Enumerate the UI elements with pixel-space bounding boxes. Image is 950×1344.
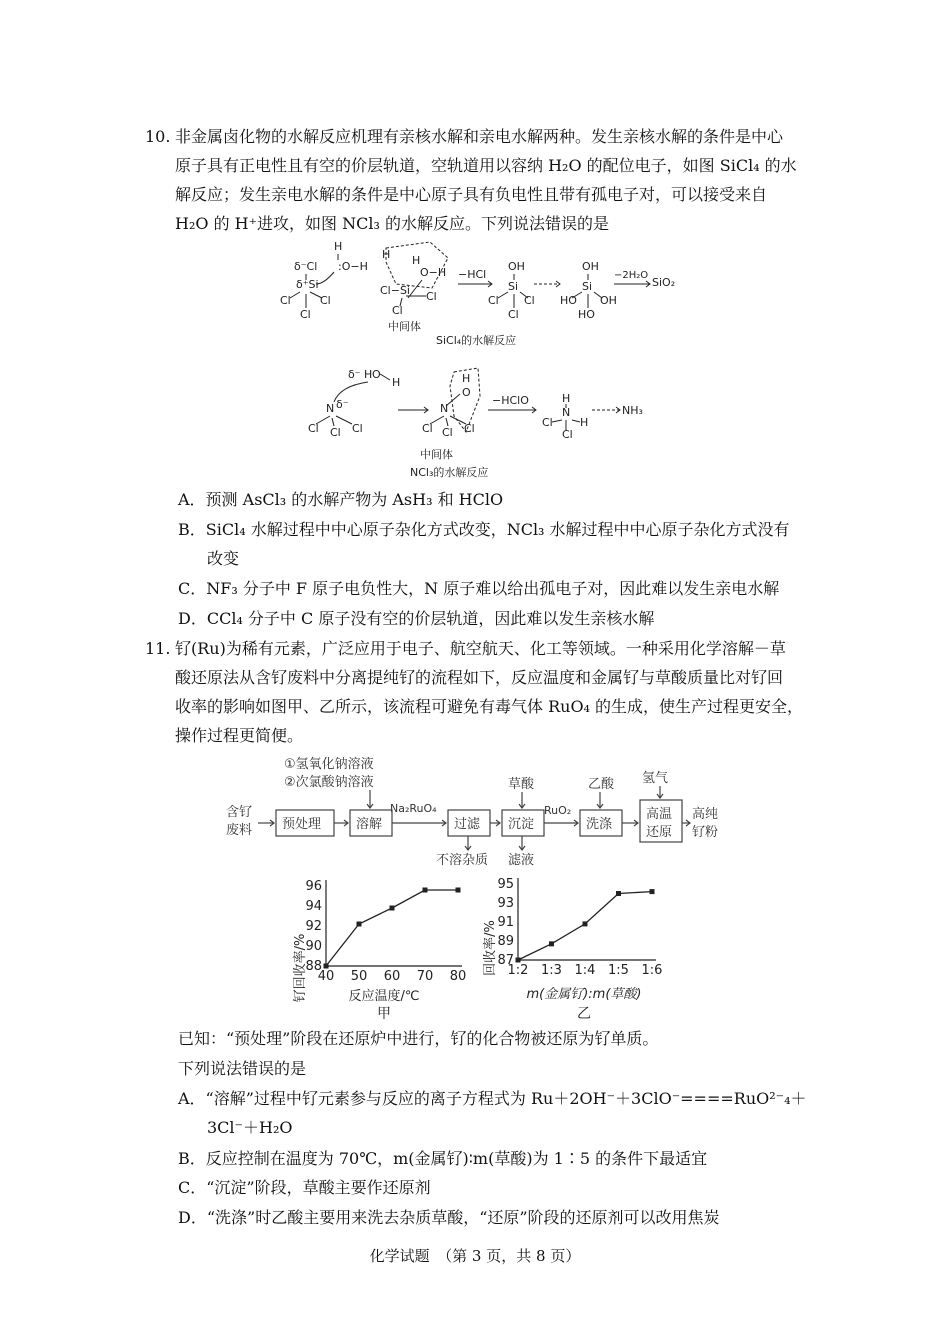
na2ruo4-label: Na₂RuO₄: [390, 802, 437, 815]
svg-text:Cl−Si: Cl−Si: [380, 284, 410, 297]
q11-option-c: C．“沉淀”阶段，草酸主要作还原剂: [178, 1178, 431, 1197]
svg-text:N: N: [326, 402, 335, 415]
ruthenium-process-flowchart: [222, 752, 732, 870]
svg-text:Cl: Cl: [442, 426, 453, 439]
svg-text:H: H: [382, 248, 391, 261]
q10-line-1: 非金属卤化物的水解反应机理有亲核水解和亲电水解两种。发生亲核水解的条件是中心: [175, 127, 784, 146]
chart-a-xtick: 60: [383, 969, 401, 984]
svg-text:Cl: Cl: [464, 422, 475, 435]
chart-b-xtick: 1:5: [608, 963, 629, 978]
svg-text:Cl: Cl: [280, 294, 291, 307]
q10-line-4: H₂O 的 H⁺进攻，如图 NCl₃ 的水解反应。下列说法错误的是: [175, 214, 610, 233]
svg-text:O: O: [462, 386, 471, 399]
chart-b-xtick: 1:4: [574, 963, 596, 978]
chart-b-xlabel: m(金属钌):m(草酸): [526, 987, 642, 1002]
svg-text:Cl: Cl: [320, 294, 331, 307]
svg-text:中间体: 中间体: [388, 320, 421, 333]
q10-line-3: 解反应；发生亲电水解的条件是中心原子具有负电性且带有孤电子对，可以接受来自: [175, 185, 768, 204]
chart-a-ytick: 90: [305, 939, 322, 954]
chart-b-point: [616, 891, 621, 896]
svg-text:N: N: [440, 402, 449, 415]
chart-a-xtick: 80: [449, 969, 467, 984]
svg-text:Si: Si: [508, 280, 519, 293]
svg-text:δ⁺Si: δ⁺Si: [296, 278, 319, 291]
svg-text:HO: HO: [578, 308, 595, 321]
svg-text:中间体: 中间体: [420, 448, 453, 461]
q10-option-a: A．预测 AsCl₃ 的水解产物为 AsH₃ 和 HClO: [178, 490, 504, 509]
chart-a-xtick: 40: [317, 969, 335, 984]
step-dissolve: 溶解: [356, 817, 383, 832]
acetic-acid-label: 乙酸: [588, 777, 615, 792]
chart-a-point: [324, 964, 329, 969]
output-label-2: 钌粉: [692, 825, 719, 840]
sicl4-caption: SiCl₄的水解反应: [436, 334, 517, 347]
chart-b-ylabel: 回收率/%: [483, 920, 498, 976]
svg-text:OH: OH: [600, 294, 617, 307]
svg-text:δ⁻: δ⁻: [336, 398, 349, 411]
q10-line-2: 原子具有正电性且有空的价层轨道，空轨道用以容纳 H₂O 的配位电子，如图 SiCl₄ 的水: [175, 156, 797, 175]
step-wash: 洗涤: [586, 817, 613, 832]
chart-b-ytick: 91: [497, 915, 514, 930]
svg-text:Cl: Cl: [308, 422, 319, 435]
svg-text:Cl: Cl: [352, 422, 363, 435]
chart-temperature-recovery: [284, 872, 484, 1022]
step-reduce-2: 还原: [646, 825, 673, 840]
chart-b-ytick: 95: [497, 877, 514, 892]
chart-b-xtick: 1:2: [507, 963, 529, 978]
step-filter: 过滤: [454, 817, 481, 832]
step-reduce-1: 高温: [646, 807, 673, 822]
svg-text:OH: OH: [508, 260, 525, 273]
chart-a-xlabel: 反应温度/℃: [348, 989, 420, 1004]
chart-b-ytick: 93: [497, 896, 514, 911]
q11-option-d: D．“洗涤”时乙酸主要用来洗去杂质草酸，“还原”阶段的还原剂可以改用焦炭: [178, 1208, 720, 1227]
chart-a-point: [357, 922, 362, 927]
reagent-naclo: ②次氯酸钠溶液: [284, 775, 374, 790]
svg-text:O−H: O−H: [420, 266, 447, 279]
chart-b-point: [583, 921, 588, 926]
chart-a-point: [456, 888, 461, 893]
svg-text:H: H: [334, 240, 343, 253]
svg-text:Cl: Cl: [524, 294, 535, 307]
svg-text:Si: Si: [582, 280, 593, 293]
q11-line-4: 操作过程更简便。: [175, 726, 304, 745]
output-label-1: 高纯: [692, 807, 719, 822]
question-10-number: 10.: [145, 127, 171, 146]
svg-text:Cl: Cl: [426, 290, 437, 303]
svg-text:Cl: Cl: [392, 304, 403, 317]
chart-a-caption: 甲: [377, 1006, 391, 1022]
svg-text:δ⁻ H: δ⁻ H: [348, 368, 373, 381]
step-pretreat: 预处理: [282, 817, 322, 832]
temperature-recovery-line: [326, 890, 458, 966]
q11-option-b: B．反应控制在温度为 70℃，m(金属钌)∶m(草酸)为 1∶5 的条件下最适宜: [178, 1149, 708, 1168]
svg-text:Cl: Cl: [508, 308, 519, 321]
svg-text:H: H: [412, 254, 421, 267]
q11-ask: 下列说法错误的是: [178, 1059, 307, 1078]
svg-text:Cl: Cl: [542, 416, 553, 429]
chart-b-point: [549, 941, 554, 946]
svg-text:δ⁻Cl: δ⁻Cl: [294, 260, 318, 273]
chart-a-ytick: 94: [305, 899, 322, 914]
insoluble-label: 不溶杂质: [436, 853, 489, 868]
q11-option-a: A．“溶解”过程中钌元素参与反应的离子方程式为 Ru＋2OH⁻＋3ClO⁻====RuO²⁻₄＋: [178, 1089, 807, 1108]
chart-ratio-recovery: [476, 872, 676, 1022]
svg-text:Cl: Cl: [488, 294, 499, 307]
q10-option-d: D．CCl₄ 分子中 C 原子没有空的价层轨道，因此难以发生亲核水解: [178, 609, 655, 628]
chart-a-xtick: 70: [416, 969, 434, 984]
svg-text::O−H: :O−H: [338, 260, 368, 273]
chart-a-point: [423, 888, 428, 893]
q11-line-3: 收率的影响如图甲、乙所示，该流程可避免有毒气体 RuO₄ 的生成，使生产过程更安全，: [175, 697, 804, 716]
hydrogen-label: 氢气: [642, 771, 669, 786]
q11-line-2: 酸还原法从含钌废料中分离提纯钌的流程如下，反应温度和金属钌与草酸质量比对钌回: [175, 668, 784, 687]
chart-b-xtick: 1:3: [541, 963, 562, 978]
minus-2h2o-label: −2H₂O: [614, 270, 649, 281]
chart-a-ytick: 96: [305, 879, 322, 894]
q10-option-c: C．NF₃ 分子中 F 原子电负性大，N 原子难以给出孤电子对，因此难以发生亲电水解: [178, 579, 780, 598]
svg-text:HO: HO: [560, 294, 577, 307]
chart-b-ytick: 87: [497, 953, 514, 968]
svg-text:H: H: [462, 372, 471, 385]
q10-option-b-cont: 改变: [207, 549, 240, 568]
svg-text:N: N: [562, 406, 571, 419]
svg-text:O: O: [372, 368, 381, 381]
minus-hclo-label: −HClO: [492, 394, 529, 407]
input-label-1: 含钌: [226, 805, 253, 820]
svg-text:Cl: Cl: [562, 428, 573, 441]
chart-b-caption: 乙: [577, 1006, 591, 1022]
filtrate-label: 滤液: [508, 853, 535, 868]
hydrolysis-mechanism-figure: [270, 236, 690, 484]
chart-b-ytick: 89: [497, 934, 514, 949]
page-footer: 化学试题 （第 3 页，共 8 页）: [369, 1247, 581, 1265]
reagent-naoh: ①氢氧化钠溶液: [284, 757, 374, 772]
oxalic-acid-label: 草酸: [508, 777, 535, 792]
chart-a-xtick: 50: [350, 969, 368, 984]
svg-text:H: H: [562, 392, 571, 405]
q10-option-b: B．SiCl₄ 水解过程中中心原子杂化方式改变，NCl₃ 水解过程中中心原子杂化方式没有: [178, 520, 790, 539]
chart-a-point: [390, 906, 395, 911]
q11-known-note: 已知：“预处理”阶段在还原炉中进行，钌的化合物被还原为钌单质。: [178, 1029, 659, 1048]
ruo2-label: RuO₂: [544, 804, 572, 817]
chart-a-ylabel: 钌回收率/%: [293, 933, 308, 1003]
nh3-label: NH₃: [622, 404, 643, 417]
q11-option-a-cont: 3Cl⁻＋H₂O: [207, 1118, 293, 1137]
chart-a-ytick: 88: [305, 959, 322, 974]
step-precipitate: 沉淀: [508, 817, 535, 832]
svg-text:H: H: [392, 376, 401, 389]
input-label-2: 废料: [226, 823, 253, 838]
question-11-number: 11.: [145, 639, 171, 658]
chart-b-point: [650, 889, 655, 894]
svg-text:Cl: Cl: [422, 422, 433, 435]
svg-text:−HCl: −HCl: [458, 268, 487, 281]
svg-text:Cl: Cl: [300, 308, 311, 321]
sio2-label: SiO₂: [652, 276, 676, 289]
chart-b-point: [516, 958, 521, 963]
svg-text:OH: OH: [582, 260, 599, 273]
q11-line-1: 钌(Ru)为稀有元素，广泛应用于电子、航空航天、化工等领域。一种采用化学溶解－草: [175, 639, 786, 658]
chart-a-ytick: 92: [305, 919, 322, 934]
ncl3-caption: NCl₃的水解反应: [410, 466, 489, 479]
svg-text:Cl: Cl: [330, 426, 341, 439]
chart-b-xtick: 1:6: [641, 963, 663, 978]
svg-text:H: H: [580, 416, 589, 429]
